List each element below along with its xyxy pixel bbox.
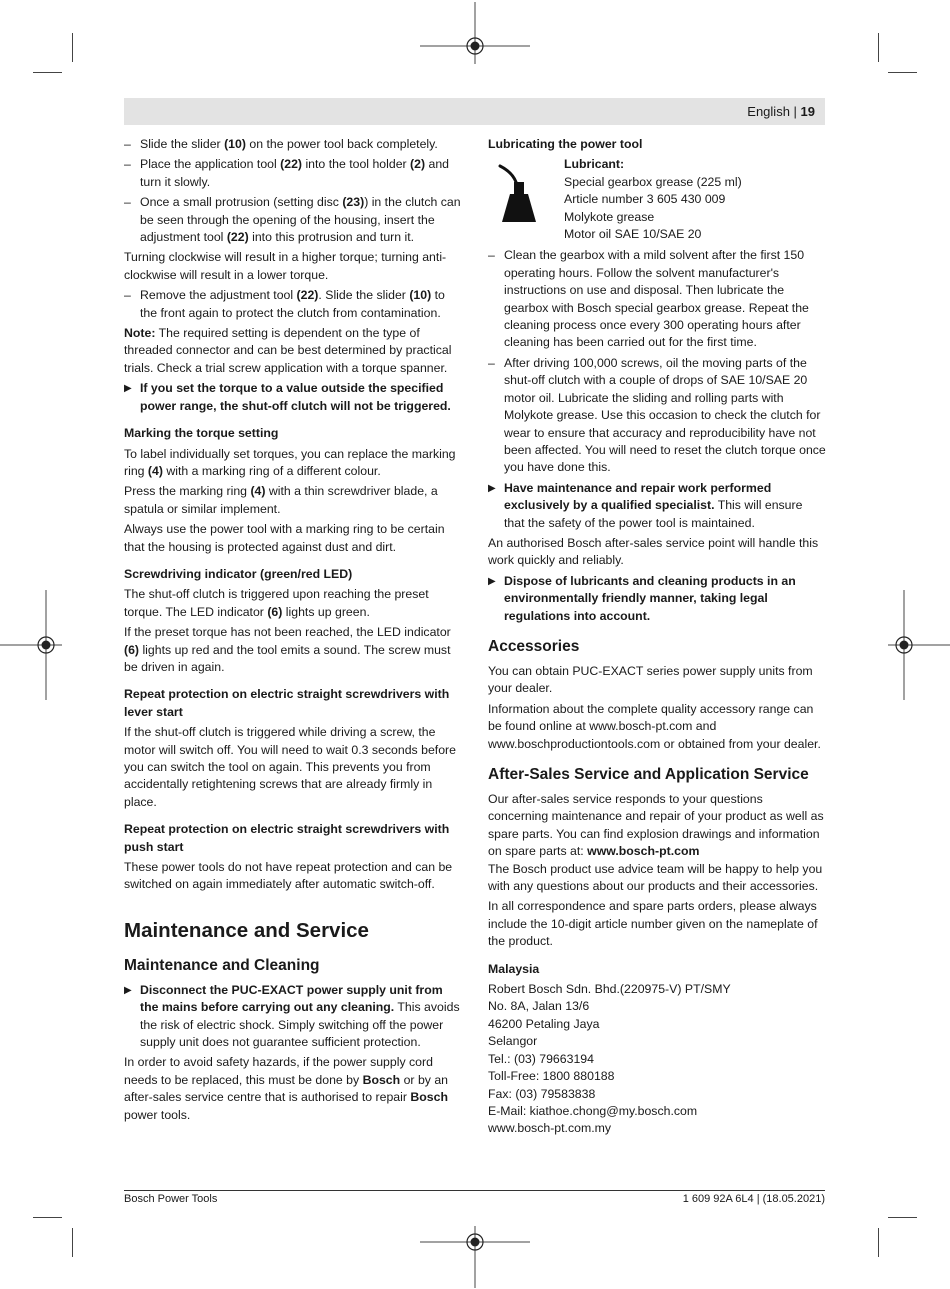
- footer-right: 1 609 92A 6L4 | (18.05.2021): [682, 1193, 825, 1205]
- chapter-title: Maintenance and Service: [124, 918, 369, 942]
- registration-mark-top: [420, 2, 530, 92]
- paragraph: If the preset torque has not been reached, the LED indicator (6) lights up red and the tool emits a sound. The screw must be driven in again.: [124, 625, 451, 674]
- registration-mark-right: [860, 590, 950, 700]
- country-heading: Malaysia: [488, 961, 540, 976]
- paragraph: Our after-sales service responds to your questions concerning maintenance and repair of your product as well as spare parts. You can find explosion drawings and information on spare parts at: www.bosch-pt.com: [488, 792, 824, 859]
- lubricant-line: Motor oil SAE 10/SAE 20: [564, 227, 702, 242]
- paragraph: The Bosch product use advice team will be happy to help you with any questions about our products and their accessories.: [488, 861, 823, 894]
- section-title: Maintenance and Cleaning: [124, 956, 320, 974]
- turning-paragraph: Turning clockwise will result in a higher torque; turning anti-clockwise will result in a lower torque.: [124, 250, 447, 282]
- registration-mark-left: [0, 590, 90, 700]
- paragraph: In order to avoid safety hazards, if the power supply cord needs to be replaced, this must be done by Bosch or by an after-sales service centre that is authorised to repair Bosch power tools.: [124, 1055, 449, 1122]
- right-column: [488, 136, 826, 1138]
- warning-item: ▶ Dispose of lubricants and cleaning products in an environmentally friendly manner, taking legal regulations into account.: [488, 573, 826, 625]
- step-list-item: – After driving 100,000 screws, oil the moving parts of the shut-off clutch with a couple of drops of SAE 10/SAE 20 motor oil. Lubricate the sliding and rolling parts with Molykote grease. Use this occasion to check the clutch for wear to ensure that accuracy and reproducibility have not been affected. You will need to reset the clutch torque once you have done this.: [488, 355, 826, 477]
- paragraph: The shut-off clutch is triggered upon reaching the preset torque. The LED indicator (6) lights up green.: [124, 587, 429, 619]
- footer-left: Bosch Power Tools: [124, 1193, 218, 1205]
- section-heading: Lubricating the power tool: [488, 137, 643, 151]
- step-list-item: – Once a small protrusion (setting disc (23)) in the clutch can be seen through the opening of the housing, insert the adjustment tool (22) into this protrusion and turn it.: [124, 194, 462, 246]
- step-list-item: – Clean the gearbox with a mild solvent after the first 150 operating hours. Follow the solvent manufacturer's instructions on use and disposal. Then lubricate the gearbox with Bosch special gearbox grease. Repeat the cleaning process once every 300 operating hours after cleaning has been carried out for the first time.: [488, 247, 826, 351]
- crop-mark: [72, 33, 73, 62]
- warning-item: ▶ Have maintenance and repair work performed exclusively by a qualified specialist. This will ensure that the safety of the power tool is maintained.: [488, 480, 826, 532]
- address-line: Selangor: [488, 1034, 538, 1049]
- header-text: English | 19: [747, 104, 815, 119]
- address-line: No. 8A, Jalan 13/6: [488, 999, 590, 1014]
- page-number: 19: [800, 104, 815, 119]
- paragraph: To label individually set torques, you can replace the marking ring (4) with a marking ring of a different colour.: [124, 446, 456, 478]
- paragraph: Press the marking ring (4) with a thin screwdriver blade, a spatula or similar implement.: [124, 484, 438, 516]
- lubricant-block: [488, 156, 826, 243]
- address-line: Robert Bosch Sdn. Bhd.(220975-V) PT/SMY: [488, 982, 731, 997]
- crop-mark: [33, 72, 62, 73]
- left-column: [124, 136, 462, 1127]
- service-link[interactable]: www.bosch-pt.com: [587, 844, 700, 859]
- crop-mark: [888, 1217, 917, 1218]
- address-line: 46200 Petaling Jaya: [488, 1016, 600, 1031]
- lubricant-line: Molykote grease: [564, 209, 655, 224]
- step-list-item: – Remove the adjustment tool (22). Slide the slider (10) to the front again to protect the clutch from contamination.: [124, 287, 462, 322]
- paragraph: You can obtain PUC-EXACT series power supply units from your dealer.: [488, 663, 813, 696]
- lubricant-line: Article number 3 605 430 009: [564, 192, 726, 207]
- oil-can-icon: [498, 162, 540, 224]
- paragraph: Information about the complete quality accessory range can be found online at www.bosch-pt.com and www.boschproductiontools.com or obtained from your dealer.: [488, 701, 821, 751]
- footer-rule: [124, 1190, 825, 1191]
- registration-mark-bottom: [420, 1198, 530, 1288]
- page-header: [124, 98, 825, 125]
- paragraph: An authorised Bosch after-sales service point will handle this work quickly and reliably.: [488, 535, 819, 568]
- crop-mark: [878, 1228, 879, 1257]
- section-heading: Repeat protection on electric straight screwdrivers with push start: [124, 822, 450, 854]
- step-list-item: – Slide the slider (10) on the power tool back completely.: [124, 136, 462, 153]
- address-line[interactable]: E-Mail: kiathoe.chong@my.bosch.com: [488, 1103, 698, 1118]
- crop-mark: [72, 1228, 73, 1257]
- section-title: After-Sales Service and Application Service: [488, 766, 809, 783]
- step-list-item: – Place the application tool (22) into the tool holder (2) and turn it slowly.: [124, 156, 462, 191]
- lubricant-label: Lubricant:: [564, 157, 625, 172]
- warning-item: ▶ If you set the torque to a value outside the specified power range, the shut-off clutch will not be triggered.: [124, 380, 462, 415]
- address-line[interactable]: www.bosch-pt.com.my: [488, 1121, 611, 1136]
- header-language: English: [747, 104, 790, 119]
- warning-item: ▶ Disconnect the PUC-EXACT power supply unit from the mains before carrying out any cleaning. This avoids the risk of electric shock. Simply switching off the power supply unit does not guarantee sufficient protection.: [124, 982, 462, 1052]
- crop-mark: [878, 33, 879, 62]
- paragraph: If the shut-off clutch is triggered while driving a screw, the motor will switch off. You will need to wait 0.3 seconds before you can switch the tool on again. This prevents you from accidentally retightening screws that are already firmly in place.: [124, 725, 456, 809]
- address-line: Fax: (03) 79583838: [488, 1086, 596, 1101]
- section-heading: Repeat protection on electric straight screwdrivers with lever start: [124, 687, 450, 719]
- section-heading: Screwdriving indicator (green/red LED): [124, 566, 353, 581]
- lubricant-line: Special gearbox grease (225 ml): [564, 174, 742, 189]
- address-line: Tel.: (03) 79663194: [488, 1051, 594, 1066]
- note-paragraph: Note: The required setting is dependent on the type of threaded connector and can be best determined by practical trials. Check a trial screw application with a torque spanner.: [124, 326, 452, 375]
- paragraph: These power tools do not have repeat protection and can be switched on again immediately after automatic switch-off.: [124, 860, 453, 892]
- crop-mark: [888, 72, 917, 73]
- section-title: Accessories: [488, 637, 580, 655]
- address-line: Toll-Free: 1800 880188: [488, 1069, 615, 1084]
- paragraph: In all correspondence and spare parts orders, please always include the 10-digit article number given on the nameplate of the product.: [488, 899, 818, 949]
- paragraph: Always use the power tool with a marking ring to be certain that the housing is protected against dust and dirt.: [124, 522, 445, 554]
- section-heading: Marking the torque setting: [124, 426, 279, 441]
- crop-mark: [33, 1217, 62, 1218]
